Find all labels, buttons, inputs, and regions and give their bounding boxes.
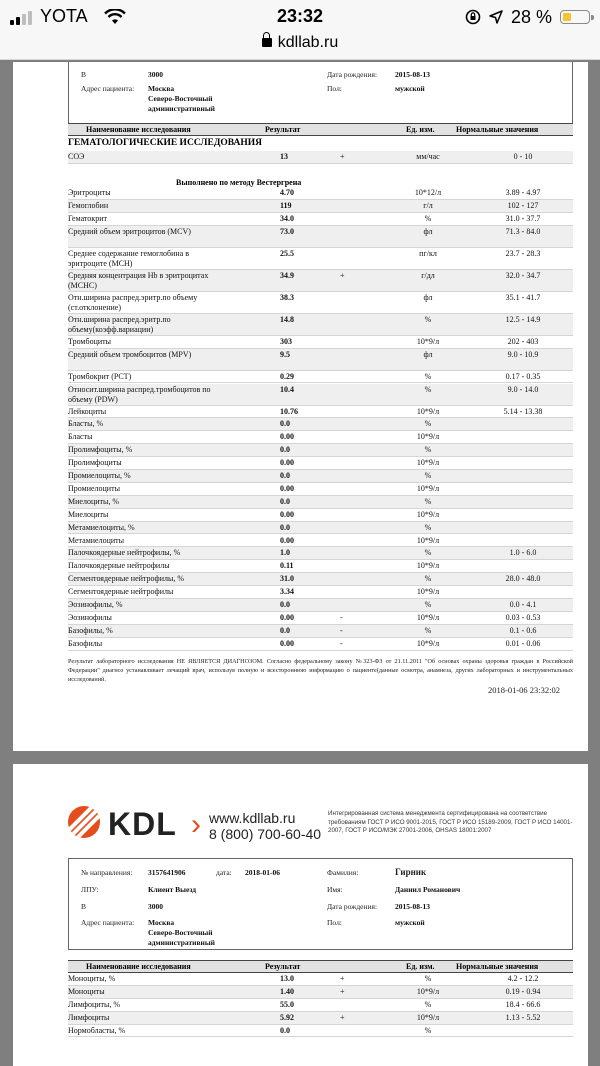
ref-value: 3157641906 xyxy=(148,868,186,877)
battery-icon xyxy=(560,10,590,24)
row-name: Средний объем эритроцитов (MCV) xyxy=(68,226,191,236)
row-unit: 10*9/л xyxy=(416,432,440,442)
row-unit: 10*9/л xyxy=(416,336,440,346)
row-unit: % xyxy=(424,574,432,584)
table-row xyxy=(68,292,573,314)
row-norm: 71.3 - 84.0 xyxy=(505,226,541,236)
row-unit: % xyxy=(424,999,432,1009)
row-unit: % xyxy=(424,213,432,223)
row-name: Метамиелоциты xyxy=(68,535,125,545)
row-name: Эозинофилы xyxy=(68,612,112,622)
sex-label: Пол: xyxy=(327,84,342,93)
row-norm: 0.1 - 0.6 xyxy=(509,625,537,635)
row-unit: % xyxy=(424,548,432,558)
row-name: Лимфоциты xyxy=(68,1012,110,1022)
method-note: Выполнено по методу Вестергрена xyxy=(176,178,302,187)
row-name: Среднее содержание гемоглобина в эритроците (MCH) xyxy=(68,248,189,268)
row-name: Моноциты xyxy=(68,986,105,996)
row-name: Тромбоциты xyxy=(68,336,111,346)
table-row xyxy=(68,522,573,535)
lab-report-page-2 xyxy=(13,764,588,1066)
row-name: Базофилы, % xyxy=(68,625,113,635)
row-norm: 102 - 127 xyxy=(507,200,539,210)
table-row xyxy=(68,406,573,419)
row-result: 13.0 xyxy=(280,974,294,983)
address-line-2: Северо-Восточный xyxy=(148,94,213,103)
row-unit: 10*9/л xyxy=(416,535,440,545)
col-result-header: Результат xyxy=(265,962,301,971)
table-row xyxy=(68,638,573,651)
address-line-3: административный xyxy=(148,104,216,113)
row-result: 73.0 xyxy=(280,226,294,236)
row-unit: % xyxy=(424,625,432,635)
address-line-1: Москва xyxy=(148,84,175,93)
v-value: 3000 xyxy=(148,70,163,79)
row-result: 10.4 xyxy=(280,384,294,394)
col-name-header: Наименование исследования xyxy=(86,125,191,134)
row-name: Лимфоциты, % xyxy=(68,999,121,1009)
table-row xyxy=(68,248,573,270)
row-result: 34.9 xyxy=(280,270,294,280)
table-row xyxy=(68,336,573,349)
ref-label: № направления: xyxy=(81,868,133,877)
row-result: 0.0 xyxy=(280,496,290,506)
location-arrow-icon xyxy=(489,10,503,24)
row-result: 0.00 xyxy=(280,432,294,442)
row-flag: + xyxy=(340,152,345,161)
row-name: Промиелоциты, % xyxy=(68,471,131,480)
table-row xyxy=(68,1012,573,1025)
row-name: Отн.ширина распред.эритр.по объему (ст.отклонение) xyxy=(68,292,198,312)
v-label: В xyxy=(81,70,87,79)
row-result: 38.3 xyxy=(280,292,294,302)
row-norm: 9.0 - 10.9 xyxy=(507,349,539,359)
dob-label: Дата рождения: xyxy=(327,70,378,79)
row-name: Метамиелоциты, % xyxy=(68,522,135,532)
row-name: Промиелоциты xyxy=(68,483,120,493)
table-row xyxy=(68,384,573,406)
row-norm: 12.5 - 14.9 xyxy=(505,314,541,324)
row-norm: 202 - 403 xyxy=(507,336,539,346)
row-unit: г/л xyxy=(423,200,433,210)
row-name: Палочкоядерные нейтрофилы, % xyxy=(68,548,181,558)
row-unit: % xyxy=(424,445,432,455)
row-result: 4.70 xyxy=(280,188,294,197)
row-unit: % xyxy=(424,600,432,609)
surname-value: Гирник xyxy=(395,867,427,877)
table-row xyxy=(68,200,573,213)
address-bar[interactable] xyxy=(0,34,600,52)
address-line-2-2: Северо-Восточный xyxy=(148,928,213,937)
row-norm: 0.03 - 0.53 xyxy=(505,612,541,622)
row-result: 25.5 xyxy=(280,248,294,258)
row-result: 0.00 xyxy=(280,535,294,545)
row-norm: 0.17 - 0.35 xyxy=(505,371,541,381)
row-result: 0.0 xyxy=(280,522,290,532)
patient-info-frame xyxy=(68,62,573,124)
table-row xyxy=(68,573,573,586)
v-label-2: В xyxy=(81,902,87,911)
row-name: Сегментоядерные нейтрофилы, % xyxy=(68,574,185,584)
col-name-header: Наименование исследования xyxy=(86,962,191,971)
url-domain: kdllab.ru xyxy=(277,34,339,51)
row-unit: 10*9/л xyxy=(416,1012,440,1022)
row-result: 0.29 xyxy=(280,371,294,381)
row-norm: 9.0 - 14.0 xyxy=(507,384,539,394)
certification-text: Интегрированная система менеджмента сертифицирована на соответствие требованиям ГОСТ Р ИСО 9001-2015, ГОСТ Р ИСО 15189-2009, ГОСТ Р ИСО 14001-2007, ГОСТ Р ИСО/МЭК 27001-2006, OHSAS 18001:2007 xyxy=(328,810,573,834)
row-unit: 10*12/л xyxy=(414,188,442,197)
chevron-right-icon: › xyxy=(191,808,201,841)
v-value-2: 3000 xyxy=(148,902,163,911)
brand-phone: 8 (800) 700-60-40 xyxy=(209,826,322,842)
address-label: Адрес пациента: xyxy=(81,84,135,93)
kdl-logo-icon xyxy=(68,806,100,838)
status-bar xyxy=(0,6,600,28)
table-row-esr xyxy=(68,151,573,164)
row-norm: 31.0 - 37.7 xyxy=(505,213,541,223)
row-name: СОЭ xyxy=(68,152,85,161)
row-norm: 0.01 - 0.06 xyxy=(505,638,541,648)
row-flag: - xyxy=(340,612,343,622)
name-label: Имя: xyxy=(327,885,343,894)
row-result: 0.00 xyxy=(280,612,294,622)
row-flag: + xyxy=(340,974,345,983)
sex-label-2: Пол: xyxy=(327,918,342,927)
row-unit: % xyxy=(424,419,432,429)
row-flag: - xyxy=(340,625,343,635)
row-name: Нормобласты, % xyxy=(68,1025,126,1035)
row-name: Бласты xyxy=(68,432,93,442)
row-result: 0.0 xyxy=(280,600,290,609)
row-unit: г/дл xyxy=(421,270,435,280)
section-title: ГЕМАТОЛОГИЧЕСКИЕ ИССЛЕДОВАНИЯ xyxy=(68,138,263,148)
table-row xyxy=(68,270,573,292)
table-row xyxy=(68,547,573,560)
row-unit: фл xyxy=(423,292,433,302)
dob-label-2: Дата рождения: xyxy=(327,902,378,911)
row-norm: 4.2 - 12.2 xyxy=(507,974,539,983)
table-row xyxy=(68,314,573,336)
row-norm: 3.89 - 4.97 xyxy=(505,188,541,197)
table-row xyxy=(68,371,573,384)
row-result: 55.0 xyxy=(280,999,294,1009)
row-unit: % xyxy=(424,471,432,480)
table-row xyxy=(68,599,573,612)
disclaimer: Результат лабораторного исследования НЕ ЯВЛЯЕТСЯ ДИАГНОЗОМ. Согласно федеральному закону №323-ФЗ от 21.11.2011 "Об основах охраны здоровья граждан в Российской Федерации" диагноз устанавливает лечащий врач, используя полную и всестороннюю информацию о пациенте(данные осмотра, анамнеза, других лабораторных и инструментальных исследований. xyxy=(68,658,573,683)
row-name: Эритроциты xyxy=(68,188,111,197)
name-value: Даниил Романович xyxy=(395,885,461,894)
row-norm: 18.4 - 66.6 xyxy=(505,999,541,1009)
row-result: 1.40 xyxy=(280,986,294,996)
row-unit: % xyxy=(424,314,432,324)
row-unit: 10*9/л xyxy=(416,587,440,597)
address-line-3-2: административный xyxy=(148,938,216,947)
row-norm: 23.7 - 28.3 xyxy=(505,248,541,258)
dob-value-2: 2015-08-13 xyxy=(395,902,430,911)
orientation-lock-icon xyxy=(465,9,481,25)
row-result: 13 xyxy=(280,152,288,161)
row-unit: 10*9/л xyxy=(416,406,440,416)
row-norm: 0.19 - 0.94 xyxy=(505,986,541,996)
results-table-header xyxy=(68,123,573,136)
row-unit: 10*9/л xyxy=(416,986,440,996)
row-result: 0.0 xyxy=(280,471,290,480)
row-result: 0.00 xyxy=(280,638,294,648)
col-unit-header: Ед. изм. xyxy=(406,125,435,134)
row-unit: 10*9/л xyxy=(416,561,440,571)
table-row xyxy=(68,187,573,200)
table-row xyxy=(68,999,573,1012)
row-norm: 35.1 - 41.7 xyxy=(505,292,541,302)
sex-value: мужской xyxy=(395,84,425,93)
table-row xyxy=(68,625,573,638)
row-name: Лейкоциты xyxy=(68,406,107,416)
table-row xyxy=(68,457,573,470)
date-label: дата: xyxy=(216,868,232,877)
lpu-value: Клиент Выезд xyxy=(148,885,197,894)
row-norm: 0 - 10 xyxy=(513,152,533,161)
row-norm: 32.0 - 34.7 xyxy=(505,270,541,280)
battery-level-fill xyxy=(563,13,571,21)
row-result: 3.34 xyxy=(280,587,294,597)
table-row xyxy=(68,509,573,522)
row-result: 0.0 xyxy=(280,445,290,455)
col-unit-header: Ед. изм. xyxy=(406,962,435,971)
table-row xyxy=(68,612,573,625)
table-row xyxy=(68,470,573,483)
row-name: Эозинофилы, % xyxy=(68,600,123,609)
row-name: Тромбокрит (PCT) xyxy=(68,371,132,381)
row-name: Сегментоядерные нейтрофилы xyxy=(68,587,174,597)
row-flag: - xyxy=(340,638,343,648)
row-unit: % xyxy=(424,371,432,381)
row-result: 31.0 xyxy=(280,574,294,584)
status-time: 23:32 xyxy=(276,6,324,26)
row-norm: 28.0 - 48.0 xyxy=(505,574,541,584)
row-unit: мм/час xyxy=(416,152,440,161)
row-unit: % xyxy=(424,974,432,983)
row-unit: пг/кл xyxy=(419,248,437,258)
address-label-2: Адрес пациента: xyxy=(81,918,135,927)
row-result: 5.92 xyxy=(280,1012,294,1022)
table-row xyxy=(68,973,573,986)
row-name: Отн.ширина распред.эритр.по объему(коэфф.вариации) xyxy=(68,314,171,334)
row-unit: 10*9/л xyxy=(416,638,440,648)
row-norm: 5.14 - 13.38 xyxy=(503,406,543,416)
battery-percent: 28 % xyxy=(510,6,552,27)
row-name: Миелоциты, % xyxy=(68,496,120,506)
row-result: 0.00 xyxy=(280,509,294,519)
row-unit: % xyxy=(424,496,432,506)
row-name: Базофилы xyxy=(68,638,103,648)
date-value: 2018-01-06 xyxy=(245,868,280,877)
row-unit: 10*9/л xyxy=(416,509,440,519)
table-row xyxy=(68,418,573,431)
row-name: Бласты, % xyxy=(68,419,104,429)
row-name: Гематокрит xyxy=(68,213,107,223)
kdl-logo-text: KDL xyxy=(108,806,177,842)
row-name: Моноциты, % xyxy=(68,974,116,983)
results-table-header-2 xyxy=(68,960,573,973)
brand-site: www.kdllab.ru xyxy=(209,810,296,826)
row-unit: 10*9/л xyxy=(416,612,440,622)
row-result: 0.0 xyxy=(280,1025,290,1035)
table-row xyxy=(68,483,573,496)
row-unit: 10*9/л xyxy=(416,483,440,493)
row-result: 9.5 xyxy=(280,349,290,359)
table-row xyxy=(68,213,573,226)
row-flag: + xyxy=(340,270,345,280)
row-norm: 1.0 - 6.0 xyxy=(509,548,537,558)
report-timestamp: 2018-01-06 23:32:02 xyxy=(487,685,560,695)
row-result: 0.00 xyxy=(280,483,294,493)
lab-report-page-1 xyxy=(13,62,588,751)
row-unit: % xyxy=(424,522,432,532)
table-row xyxy=(68,444,573,457)
table-row xyxy=(68,226,573,248)
row-flag: + xyxy=(340,1012,345,1022)
row-result: 119 xyxy=(280,200,292,210)
row-name: Миелоциты xyxy=(68,509,109,519)
table-row xyxy=(68,535,573,548)
col-result-header: Результат xyxy=(265,125,301,134)
row-unit: 10*9/л xyxy=(416,458,440,468)
col-norm-header: Нормальные значения xyxy=(456,962,539,971)
table-row xyxy=(68,986,573,999)
table-row xyxy=(68,349,573,371)
row-norm: 1.13 - 5.52 xyxy=(505,1012,541,1022)
lpu-label: ЛПУ: xyxy=(81,885,99,894)
row-flag: + xyxy=(340,986,345,996)
row-unit: % xyxy=(424,384,432,394)
dob-value: 2015-08-13 xyxy=(395,70,430,79)
row-result: 34.0 xyxy=(280,213,294,223)
row-unit: фл xyxy=(423,349,433,359)
row-result: 0.0 xyxy=(280,419,290,429)
row-name: Средняя концентрация Hb в эритроцитах (MCHC) xyxy=(68,270,209,290)
browser-top-bar xyxy=(0,0,600,60)
row-name: Пролимфоциты, % xyxy=(68,445,133,455)
col-norm-header: Нормальные значения xyxy=(456,125,539,134)
table-row xyxy=(68,431,573,444)
row-name: Пролимфоциты xyxy=(68,458,122,468)
patient-info-frame-2 xyxy=(68,858,573,950)
table-row xyxy=(68,560,573,573)
row-result: 0.11 xyxy=(280,561,294,571)
row-result: 0.0 xyxy=(280,625,290,635)
row-result: 0.00 xyxy=(280,458,294,468)
table-row xyxy=(68,586,573,599)
row-name: Средний объем тромбоцитов (MPV) xyxy=(68,349,192,359)
address-line-1-2: Москва xyxy=(148,918,175,927)
carrier-name: YOTA xyxy=(40,6,88,26)
surname-label: Фамилия: xyxy=(327,868,359,877)
lock-icon xyxy=(262,38,272,47)
table-row xyxy=(68,496,573,509)
row-name: Гемоглобин xyxy=(68,200,109,210)
row-result: 303 xyxy=(280,336,292,346)
row-result: 1.0 xyxy=(280,548,290,558)
row-name: Палочкоядерные нейтрофилы xyxy=(68,561,170,571)
row-unit: фл xyxy=(423,226,433,236)
sex-value-2: мужской xyxy=(395,918,425,927)
row-norm: 0.0 - 4.1 xyxy=(509,600,537,609)
row-unit: % xyxy=(424,1025,432,1035)
table-row xyxy=(68,1025,573,1038)
row-result: 14.8 xyxy=(280,314,294,324)
row-name: Относит.ширина распред.тромбоцитов по объему (PDW) xyxy=(68,384,211,404)
row-result: 10.76 xyxy=(280,406,298,416)
